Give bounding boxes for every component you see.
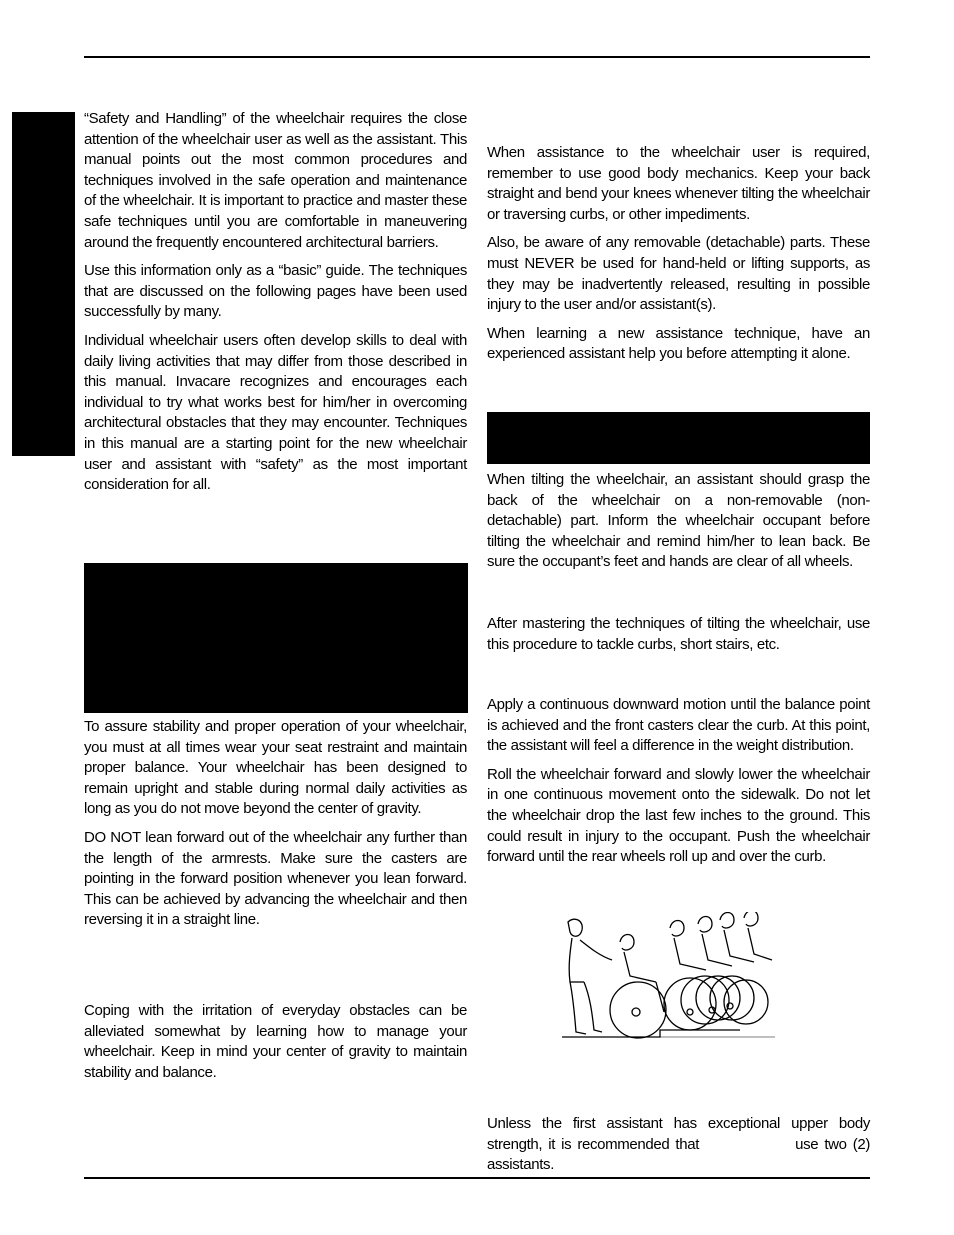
coping-section: [84, 1001, 467, 1091]
intro-section: [84, 109, 467, 504]
intro-paragraph: “Safety and Handling” of the wheelchair requires the close attention of the wheelchair user as well as the assistant. This manual points out the most common procedures and techniques involved in the safe operation and maintenance of the wheelchair. It is important to practice and master these safe techniques until you are comfortable in maneuvering around the frequently encountered architectural barriers.: [84, 110, 467, 251]
curbs-paragraph: After mastering the techniques of tilting the wheelchair, use this procedure to tackle curbs, short stairs, etc.: [487, 615, 870, 653]
top-rule: [84, 56, 870, 58]
stability-paragraph: To assure stability and proper operation of your wheelchair, you must at all times wear your seat restraint and maintain proper balance. Your wheelchair has been designed to remain upright and stable during normal daily activities as long as you do not move beyond the center of gravity.: [84, 718, 467, 818]
curbs-section: [487, 614, 870, 663]
bottom-rule: [84, 1177, 870, 1179]
stability-paragraph: DO NOT lean forward out of the wheelchair any further than the length of the armrests. Make sure the casters are pointing in the forward position whenever you lean forward. This can be achieved by advancing the wheelchair and then reversing it in a straight line.: [84, 828, 467, 929]
assistance-section: [487, 143, 870, 373]
tilting-section: [487, 470, 870, 581]
assistance-paragraph: When learning a new assistance technique, have an experienced assistant help you before attempting it alone.: [487, 324, 870, 363]
coping-paragraph: Coping with the irritation of everyday obstacles can be alleviated somewhat by learning how to manage your wheelchair. Keep in mind your center of gravity to maintain stability and balance.: [84, 1002, 467, 1081]
stability-section: [84, 717, 467, 939]
stairs-paragraph: [487, 1114, 870, 1176]
heading-bar: [487, 412, 870, 464]
assistance-paragraph: Also, be aware of any removable (detachable) parts. These must NEVER be used for hand-held or lifting supports, as they may be inadvertently released, resulting in possible injury to the user and/or assistant(s).: [487, 234, 870, 314]
section-tab: [12, 112, 75, 456]
curb-illustration: [560, 912, 775, 1042]
warning-box: [84, 563, 468, 713]
procedure-section: [487, 695, 870, 876]
stairs-text-after: use two (2) assistants.: [487, 1135, 870, 1174]
stairs-text-before: Unless the first assistant has exceptional upper body strength, it is recommended that: [487, 1115, 870, 1153]
procedure-paragraph: Apply a continuous downward motion until the balance point is achieved and the front casters clear the curb. At this point, the assistant will feel a difference in the weight distribution.: [487, 696, 870, 755]
intro-paragraph: Use this information only as a “basic” guide. The techniques that are discussed on the following pages have been used successfully by many.: [84, 262, 467, 321]
assistance-paragraph: When assistance to the wheelchair user is required, remember to use good body mechanics. Keep your back straight and bend your knees whenever tilting the wheelchair or traversing curbs, or other impediments.: [487, 144, 870, 223]
procedure-paragraph: Roll the wheelchair forward and slowly lower the wheelchair in one continuous movement onto the sidewalk. Do not let the wheelchair drop the last few inches to the ground. This could result in injury to the occupant. Push the wheelchair forward until the rear wheels roll up and over the curb.: [487, 765, 870, 866]
intro-paragraph: Individual wheelchair users often develop skills to deal with daily living activities that may differ from those described in this manual. Invacare recognizes and encourages each individual to try what works best for him/her in overcoming architectural obstacles that they may encounter. Techniques in this manual are a starting point for the new wheelchair user and assistant with “safety” as the most important consideration for all.: [84, 331, 467, 494]
stairs-section: [487, 1114, 870, 1184]
tilting-paragraph: When tilting the wheelchair, an assistant should grasp the back of the wheelchair on a non-removable (non-detachable) part. Inform the wheelchair occupant before tilting the wheelchair and remind him/her to lean back. Be sure the occupant’s feet and hands are clear of all wheels.: [487, 471, 870, 571]
